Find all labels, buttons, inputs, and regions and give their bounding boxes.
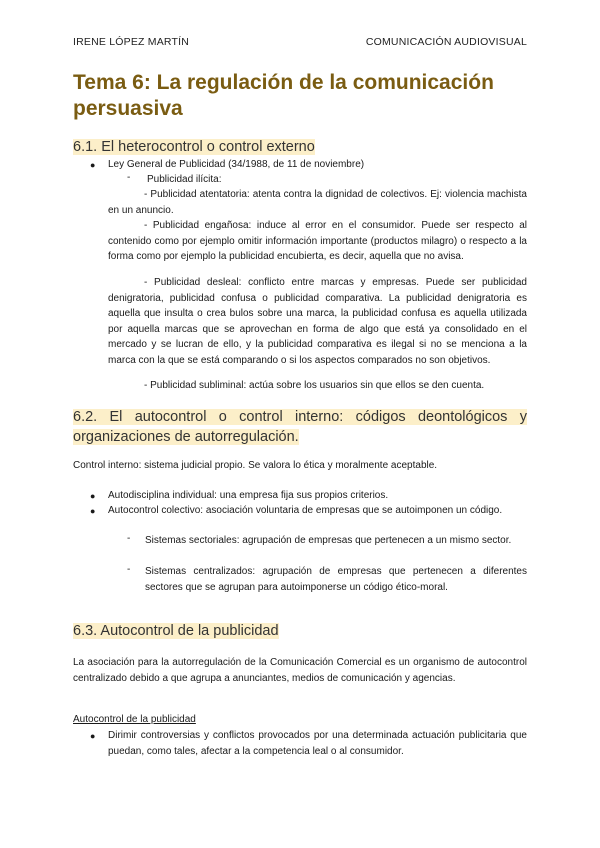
list-item-autodisciplina: Autodisciplina individual: una empresa fija sus propios criterios. (108, 490, 389, 501)
bullet-icon: ● (90, 506, 96, 516)
list-item-sistemas-centralizados: Sistemas centralizados: agrupación de empresas que pertenecen a diferentes sectores que se agrupan para autoimponerse un código ético-moral. (145, 566, 527, 593)
list-item-sistemas-sectoriales: Sistemas sectoriales: agrupación de empresas que pertenecen a un mismo sector. (145, 535, 512, 546)
page-title (73, 70, 527, 122)
page-title-line-1: Tema 6: La regulación de la comunicación (73, 71, 494, 94)
paragraph-desleal: - Publicidad desleal: conflicto entre marcas y empresas. Puede ser publicidad denigratoria, publicidad confusa o publicidad comparativa. La publicidad denigratoria es aquella que insulta o crea bulos sobre una marca, la publicidad confusa es aquella utilizada por aquella marcas que se aprovechan en forma de algo que está ya consolidado en el mercado y se lucran de ello, y la publicidad comparativa es ilegal si no se menciona a la marca con la que se está comparando o si los aspectos comparados no son objetivos. (108, 277, 527, 366)
list-item-ley-general: Ley General de Publicidad (34/1988, de 11 de noviembre) (108, 159, 365, 170)
paragraph-asociacion: La asociación para la autorregulación de la Comunicación Comercial es un organismo de autocontrol centralizado debido a que agrupa a anunciantes, medios de comunicación y agencias. (73, 657, 527, 684)
section-6-2-heading-line-2: organizaciones de autorregulación. (73, 429, 299, 445)
dash-icon: - (127, 533, 131, 544)
list-item-dirimir: Dirimir controversias y conflictos provocados por una determinada actuación publicitaria que puedan, como tales, afectar a la competencia leal o al consumidor. (108, 730, 527, 757)
bullet-icon: ● (90, 160, 96, 170)
bullet-icon: ● (90, 491, 96, 501)
section-6-1-heading: 6.1. El heterocontrol o control externo (73, 139, 315, 155)
paragraph-control-interno: Control interno: sistema judicial propio. Se valora lo ética y moralmente aceptable. (73, 460, 438, 471)
section-6-2-heading (73, 407, 527, 447)
section-6-2-heading-line-1: 6.2. El autocontrol o control interno: códigos deontológicos y (73, 409, 527, 425)
header-subject: COMUNICACIÓN AUDIOVISUAL (365, 36, 527, 48)
dash-icon: - (127, 172, 131, 183)
paragraph-atentatoria: - Publicidad atentatoria: atenta contra la dignidad de colectivos. Ej: violencia machista en un anuncio. (108, 189, 527, 216)
paragraph-subliminal: - Publicidad subliminal: actúa sobre los usuarios sin que ellos se den cuenta. (144, 380, 485, 391)
list-item-publicidad-ilicita: Publicidad ilícita: (147, 174, 222, 185)
bullet-icon: ● (90, 731, 96, 741)
subheading-autocontrol: Autocontrol de la publicidad (73, 714, 196, 725)
header-author: IRENE LÓPEZ MARTÍN (73, 36, 190, 48)
page-title-line-2: persuasiva (73, 97, 183, 120)
section-6-3-heading: 6.3. Autocontrol de la publicidad (73, 623, 279, 639)
dash-icon: - (127, 564, 131, 575)
page-header (73, 36, 527, 48)
paragraph-enganosa: - Publicidad engañosa: induce al error en el consumidor. Puede ser respecto al contenido como por ejemplo omitir información importante (productos milagro) o respecto a la forma como por ejemplo la publicidad encubierta, es decir, aquella que no avisa. (108, 220, 527, 262)
list-item-autocontrol-colectivo: Autocontrol colectivo: asociación voluntaria de empresas que se autoimponen un código. (108, 505, 503, 516)
